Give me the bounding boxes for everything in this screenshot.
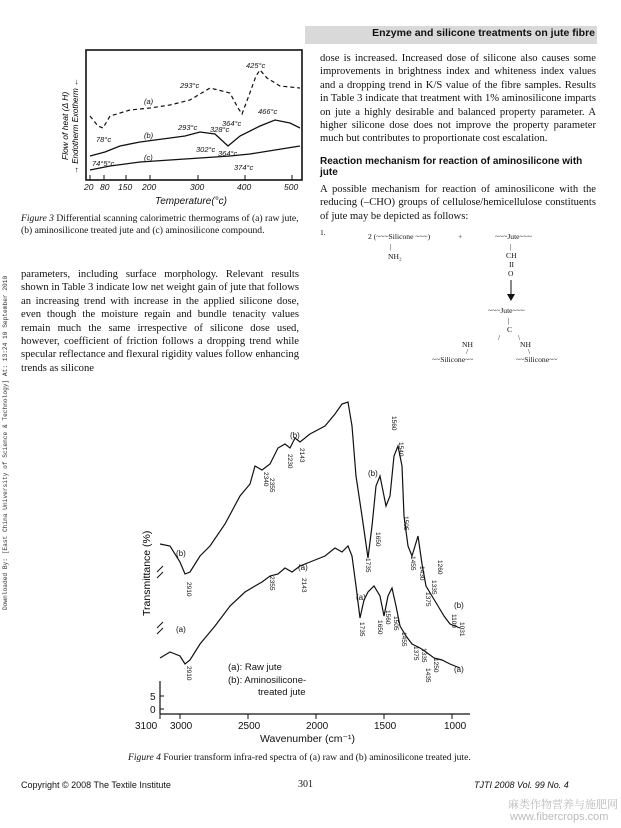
figure4-peak-label: 1650: [376, 620, 383, 635]
figure3-xtick: 150: [118, 182, 133, 192]
figure4-xtick: 3000: [170, 721, 193, 732]
figure3-xtick: 500: [284, 182, 299, 192]
scheme-number: 1.: [320, 228, 326, 237]
figure4-peak-label: 2143: [298, 448, 305, 463]
figure4-xtick: 1000: [444, 721, 467, 732]
scheme-bond: /: [498, 333, 501, 342]
scheme-o: O: [508, 269, 514, 278]
scheme-bond: /: [466, 347, 469, 356]
scheme-nh-right: NH: [520, 340, 531, 349]
figure4-legend-b2: treated jute: [258, 687, 306, 698]
scheme-bond: \: [528, 347, 531, 356]
scheme-nh2: NH₂: [388, 252, 402, 261]
footer-copyright: Copyright © 2008 The Textile Institute: [21, 780, 171, 790]
figure4-ytick: 0: [150, 705, 156, 716]
figure4-xlabel: Wavenumber (cm⁻¹): [260, 733, 355, 745]
figure4-peak-label: 1455: [409, 556, 416, 571]
figure4-peak-label: 2355: [268, 576, 275, 591]
scheme-plus: +: [458, 232, 463, 241]
scheme-silicone-right: ~~Silicone~~: [516, 355, 558, 364]
watermark-line2: www.fibercrops.com: [510, 811, 609, 823]
figure4-peak-label: 1540: [397, 442, 404, 457]
figure4-curve-label: (b): [368, 469, 378, 478]
figure4-peak-label: 1735: [364, 558, 371, 573]
scheme-silicone-left: ~~Silicone~~: [432, 355, 474, 364]
figure3-annotation: 328°c: [210, 125, 230, 134]
footer-journal: TJTI 2008 Vol. 99 No. 4: [474, 780, 569, 790]
figure4-curve-label: (a): [298, 563, 308, 572]
figure4-peak-label: 1031: [458, 622, 465, 637]
figure3-xtick: 400: [237, 182, 252, 192]
scheme-bond: |: [508, 316, 510, 325]
figure3-dsc-plot: [60, 48, 310, 208]
figure4-peak-label: 2355: [268, 478, 275, 493]
figure4-legend-a: (a): Raw jute: [228, 662, 282, 673]
scheme-reactant-jute: ~~~Jute~~~: [495, 232, 532, 241]
figure3-ylabel: Flow of heat (Δ H): [60, 91, 70, 160]
watermark-line1: 麻类作物营养与施肥网: [508, 799, 618, 811]
figure3-curve-label: (c): [144, 153, 153, 162]
figure4-curve-label: (b): [290, 431, 300, 440]
figure3-xtick: 20: [84, 182, 94, 192]
figure3-xtick: 300: [190, 182, 205, 192]
figure4-xtick: 2500: [238, 721, 261, 732]
figure4-peak-label: 2143: [300, 578, 307, 593]
figure4-curve-label: (b): [176, 549, 186, 558]
running-title: Enzyme and silicone treatments on jute fibre: [372, 27, 595, 39]
figure4-ftir-plot: [130, 396, 490, 746]
figure4-peak-label: 1560: [390, 416, 397, 431]
figure4-caption: Figure 4 Fourier transform infra-red spectra of (a) raw and (b) aminosilicone treated jute.: [128, 752, 471, 763]
figure3-ylabel-2: → Endotherm Exotherm ←: [71, 77, 80, 174]
figure3-annotation: 74°5°c: [92, 159, 115, 168]
download-stamp: Downloaded By: [East China University of Science & Technology] At: 13:24 10 September 2010: [2, 275, 9, 610]
figure4-peak-label: 1505: [392, 616, 399, 631]
scheme-arrow: [506, 280, 516, 302]
figure4-peak-label: 2910: [185, 582, 192, 597]
figure3-annotation: 425°c: [246, 61, 266, 70]
figure4-peak-label: 1335: [430, 580, 437, 595]
page-number: 301: [298, 779, 313, 790]
figure4-peak-label: 1250: [432, 658, 439, 673]
scheme-product-jute: ~~~Jute~~~: [488, 306, 525, 315]
figure4-peak-label: 1375: [412, 646, 419, 661]
section-heading: Reaction mechanism for reaction of aminosilicone with jute: [320, 155, 583, 178]
scheme-ch: CH: [506, 251, 517, 260]
body-paragraph: dose is increased. Increased dose of silicone also causes some improvements in brightness index and whiteness index values and a dropping trend in K/S value of the fibre samples. Results in Table 3 indicate that treatment with 1% aminosilicone imparts on jute a highly desirable and balanced property parameter. A higher silicone dose does not improve the property parameter much but contributes to proportionate cost escalation.: [320, 53, 596, 145]
figure4-ytick: 5: [150, 692, 156, 703]
figure4-peak-label: 1455: [400, 632, 407, 647]
figure4-ylabel: Transmittance (%): [141, 530, 153, 616]
figure4-peak-label: 1109: [450, 614, 457, 628]
scheme-nh-left: NH: [462, 340, 473, 349]
figure3-xtick: 200: [142, 182, 157, 192]
figure4-curve-label: (a): [356, 593, 366, 602]
figure3-annotation: 374°c: [234, 163, 254, 172]
figure3-curve-label: (b): [144, 131, 154, 140]
figure4-peak-label: 1430: [418, 566, 425, 581]
figure3-curve-label: (a): [144, 97, 154, 106]
figure3-annotation: 302°c: [196, 145, 216, 154]
scheme-reactant-silicone: 2 (~~~Silicone ~~~): [368, 232, 431, 241]
figure4-peak-label: 1260: [436, 560, 443, 575]
figure3-caption: Figure 3 Differential scanning calorimetric thermograms of (a) raw jute, (b) aminosilicone treated jute and (c) aminosilicone compound.: [21, 213, 299, 237]
figure4-legend-b: (b): Aminosilicone-: [228, 675, 307, 686]
figure3-annotation: 293°c: [178, 123, 198, 132]
figure3-annotation: 78°c: [96, 135, 112, 144]
reaction-scheme: [320, 228, 596, 368]
figure4-peak-label: 2340: [262, 472, 269, 487]
figure3-curve-a: [90, 70, 300, 128]
body-paragraph: parameters, including surface morphology. Relevant results shown in Table 3 indicate low net weight gain of jute that follows an increasing trend with increase in the applied silicone dose, even though the moisture regain and bundle tenacity values remain much the same irrespective of silicone dose used, however, coefficient of friction follows a dropping trend while specular reflectance and flexural rigidity values follow enhancing trends as silicone: [21, 269, 299, 374]
figure4-peak-label: 1505: [402, 516, 409, 531]
figure3-xtick: 80: [100, 182, 110, 192]
figure4-xtick: 2000: [306, 721, 329, 732]
scheme-bond: \: [518, 333, 521, 342]
figure4-curve-label: (b): [454, 601, 464, 610]
right-column: [320, 52, 596, 223]
figure4-spectrum-b: [160, 402, 460, 628]
figure3-xlabel: Temperature(°c): [155, 196, 227, 207]
scheme-c: C: [507, 325, 513, 334]
figure4-peak-label: 1435: [424, 668, 431, 683]
figure4-curve-label: (a): [454, 665, 464, 674]
scheme-bond: |: [390, 242, 392, 251]
figure4-peak-label: 1650: [374, 532, 381, 547]
figure4-curve-label: (a): [176, 625, 186, 634]
figure4-peak-label: 2910: [185, 666, 192, 681]
figure4-xtick: 3100: [135, 721, 158, 732]
left-column: [21, 268, 299, 375]
scheme-double-bond: II: [509, 260, 515, 269]
figure4-peak-label: 1375: [424, 592, 431, 607]
figure4-peak-label: 2230: [286, 454, 293, 469]
figure4-peak-label: 1335: [420, 648, 427, 663]
figure4-peak-label: 1560: [384, 610, 391, 625]
body-paragraph: A possible mechanism for reaction of aminosilicone with the reducing (–CHO) groups of cellulose/hemicellulose constituents of jute may be depicted as follows:: [320, 183, 596, 222]
figure3-curve-c: [90, 146, 300, 170]
figure3-annotation: 293°c: [180, 81, 200, 90]
figure3-annotation: 466°c: [258, 107, 278, 116]
figure3-annotation: 364°c: [222, 119, 242, 128]
figure4-xtick: 1500: [374, 721, 397, 732]
figure3-annotation: 364°c: [218, 149, 238, 158]
figure4-peak-label: 1735: [358, 622, 365, 637]
scheme-bond: |: [510, 242, 512, 251]
